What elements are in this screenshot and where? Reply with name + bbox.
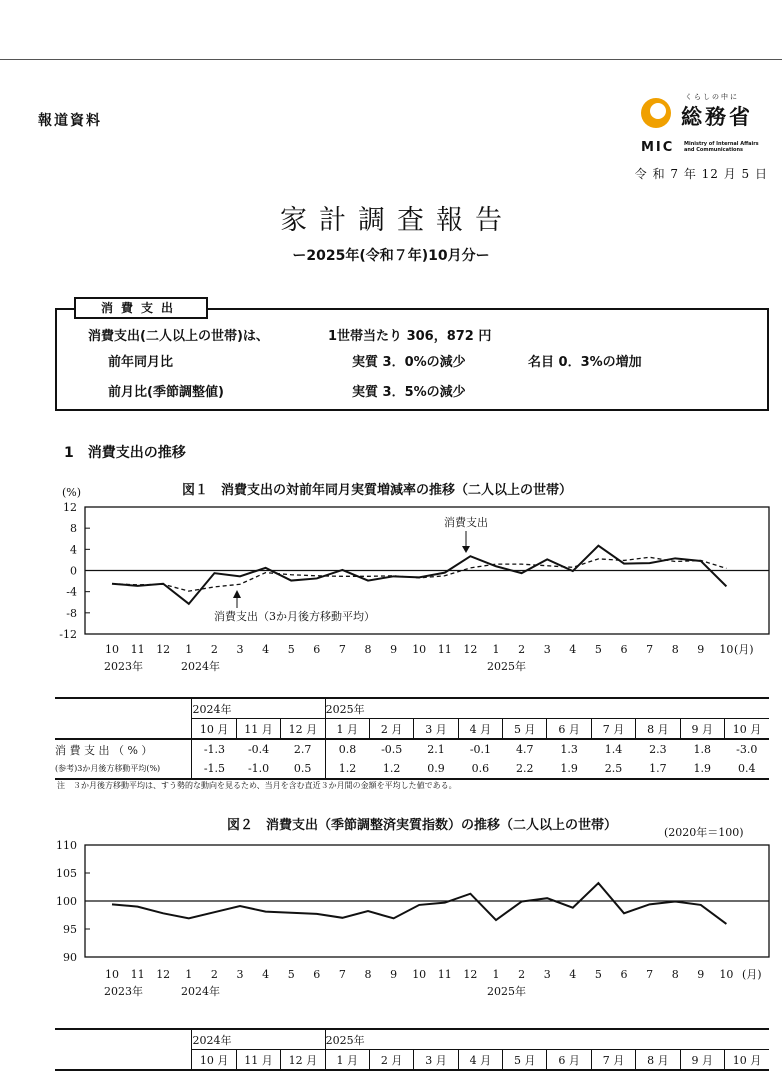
x-tick-label: 11 [130,968,145,981]
summary-line2-real: 実質 3．0%の減少 [352,355,466,370]
x-tick-label: 11 [437,968,452,981]
summary-line2-nominal: 名目 0．3%の増加 [528,355,642,370]
table1-month-cell: 3 月 [414,719,458,740]
page-subtitle: ー2025年(令和７年)10月分ー [292,248,490,264]
table2-month-cell: 1 月 [325,1050,369,1071]
fig2-year-2024: 2024年 [181,985,220,998]
table2-month-corner [55,1050,192,1071]
section-heading: 1 消費支出の推移 [64,445,186,461]
table1-month-cell: 10 月 [724,719,769,740]
table2-month-cell: 8 月 [636,1050,680,1071]
table1-value-cell: 1.8 [693,743,712,756]
x-tick-label: 12 [463,643,478,656]
x-tick-label: 7 [338,968,346,981]
x-tick-label: 9 [390,643,398,656]
table1-value-cell: 2.2 [503,759,547,779]
fig2-year-2023: 2023年 [104,985,143,998]
table2-corner [55,1029,192,1050]
x-tick-label: 6 [620,968,628,981]
x-tick-label: 10 [105,968,119,981]
x-tick-label: 2 [210,643,218,656]
table1-month-cell: 4 月 [458,719,502,740]
fig1-unit-label: (%) [62,486,82,499]
x-tick-label: 9 [697,968,705,981]
table1-value-cell: 1.9 [547,759,591,779]
y-tick-label: 100 [56,895,77,908]
release-date: 令 和 7 年 12 月 5 日 [634,167,768,181]
y-tick-label: 4 [70,543,77,557]
fig2-month-unit: (月) [742,968,762,981]
x-tick-label: 5 [594,643,602,656]
table2-month-cell: 10 月 [192,1050,236,1071]
x-tick-label: 5 [287,643,295,656]
mic-abbrev: MIC [641,140,675,155]
y-tick-label: -12 [59,628,77,641]
table1 [55,697,769,780]
table1-corner [55,698,192,719]
fig1-year-2024: 2024年 [181,660,220,673]
fig1-annotation-top: 消費支出 [444,516,488,529]
fig1-arrowhead-bottom [233,590,241,598]
logo-name: 総務省 [681,105,753,129]
x-tick-label: 2 [210,968,218,981]
fig1-chart [0,480,782,680]
table2-month-cell: 6 月 [547,1050,591,1071]
x-tick-label: 1 [492,968,500,981]
table2-month-cell: 7 月 [591,1050,635,1071]
x-tick-label: 4 [569,643,577,656]
logo-tagline: くらしの中に [685,93,739,101]
y-tick-label: 105 [56,867,77,880]
x-tick-label: 1 [185,643,193,656]
x-tick-label: 5 [287,968,295,981]
fig2-year-2025: 2025年 [487,985,526,998]
table1-value-cell: 2.5 [591,759,635,779]
table1-note: 注 ３か月後方移動平均は、すう勢的な動向を見るため、当月を含む直近３か月間の金額を平均した値である。 [57,781,457,790]
table2-year-2025: 2025年 [325,1029,769,1050]
table1-month-cell: 2 月 [369,719,413,740]
x-tick-label: 9 [697,643,705,656]
fig1-arrowhead-top [462,546,470,553]
fig1-month-unit: (月) [734,643,754,656]
x-tick-label: 6 [313,643,321,656]
x-tick-label: 4 [262,643,270,656]
fig2-chart [0,835,782,1005]
table2-month-cell: 3 月 [414,1050,458,1071]
x-tick-label: 8 [364,643,372,656]
table1-value-cell: 0.5 [281,759,325,779]
table1-value-cell: 1.3 [560,743,578,756]
x-tick-label: 3 [236,643,244,656]
fig2-title: 図２ 消費支出（季節調整済実質指数）の推移（二人以上の世帯） [227,818,618,833]
mic-logo-icon [641,98,671,128]
fig1-year-2023: 2023年 [104,660,143,673]
table1-value-cell: 0.4 [724,759,769,779]
summary-tab: 消費支出 [74,297,208,319]
table2 [55,1028,769,1071]
table1-month-cell: 1 月 [325,719,369,740]
x-tick-label: 10 [719,968,734,981]
table1-month-cell: 6 月 [547,719,591,740]
table1-value-cell: 0.9 [414,759,458,779]
x-tick-label: 3 [543,968,551,981]
mic-fullname-line2: and Communications [684,147,744,153]
table1-year-row [55,698,769,719]
table1-value-cell: -3.0 [736,743,758,756]
series-line-main [112,883,726,924]
y-tick-label: 110 [56,839,77,852]
table1-value-cell: 1.7 [636,759,680,779]
x-tick-label: 6 [620,643,628,656]
table2-month-cell: 5 月 [503,1050,547,1071]
x-tick-label: 3 [236,968,244,981]
table1-row2-label: (参考)3か月後方移動平均(%) [55,759,192,779]
table1-value-cell: 2.1 [427,743,445,756]
table2-month-cell: 11 月 [236,1050,280,1071]
y-tick-label: 95 [63,923,77,936]
summary-line2-label: 前年同月比 [108,355,174,370]
table1-value-cell: 2.3 [649,743,667,756]
y-tick-label: -4 [66,585,77,599]
x-tick-label: 11 [130,643,145,656]
table1-value-cell: -1.5 [192,759,236,779]
x-tick-label: 7 [338,643,346,656]
y-tick-label: 12 [63,501,77,514]
x-tick-label: 4 [262,968,270,981]
x-tick-label: 7 [646,643,654,656]
y-tick-label: -8 [66,606,77,620]
x-tick-label: 12 [463,968,478,981]
top-divider [0,59,782,60]
table1-month-cell: 11 月 [236,719,280,740]
table1-row-spending [55,739,769,759]
table2-month-cell: 4 月 [458,1050,502,1071]
table1-value-cell: -0.4 [247,743,270,756]
y-tick-label: 90 [63,951,77,964]
x-tick-label: 2 [518,968,526,981]
table1-month-cell: 12 月 [281,719,325,740]
page-title: 家計調査報告 [280,205,514,236]
mic-fullname [684,141,759,153]
fig1-annotation-bottom: 消費支出（3か月後方移動平均） [214,610,375,623]
summary-line3-real: 実質 3．5%の減少 [352,385,466,400]
table2-month-cell: 9 月 [680,1050,724,1071]
table2-month-row [55,1050,769,1071]
x-tick-label: 11 [437,643,452,656]
table1-value-cell: 1.2 [325,759,369,779]
fig2-unit-label: (2020年＝100) [664,826,744,839]
table1-value-cell: 1.4 [604,743,623,756]
press-release-label: 報道資料 [38,113,102,129]
x-tick-label: 8 [671,968,679,981]
x-tick-label: 10 [412,968,427,981]
x-tick-label: 8 [671,643,679,656]
table1-value-cell: 1.2 [369,759,413,779]
table1-month-row [55,719,769,740]
x-tick-label: 12 [156,968,171,981]
x-tick-label: 5 [594,968,602,981]
table1-value-cell: -1.3 [192,739,236,759]
summary-line1-value: 1世帯当たり 306，872 円 [328,329,492,344]
table1-value-cell: 2.7 [293,743,312,756]
x-tick-label: 12 [156,643,171,656]
table1-value-cell: 0.8 [325,739,369,759]
summary-line3-label: 前月比(季節調整値) [108,385,224,400]
fig1-title: 図１ 消費支出の対前年同月実質増減率の推移（二人以上の世帯） [182,483,573,498]
mic-logo [641,92,771,134]
x-tick-label: 7 [646,968,654,981]
x-tick-label: 2 [518,643,526,656]
table1-month-cell: 9 月 [680,719,724,740]
table1-month-cell: 8 月 [636,719,680,740]
table1-value-cell: -1.0 [236,759,280,779]
x-tick-label: 10 [412,643,427,656]
fig1-year-2025: 2025年 [487,660,526,673]
x-tick-label: 1 [492,643,500,656]
y-tick-label: 0 [70,564,77,578]
table1-value-cell: -0.5 [381,743,403,756]
series-line-main [112,546,726,604]
table1-month-cell: 5 月 [503,719,547,740]
y-tick-label: 8 [70,522,77,536]
table1-value-cell: 4.7 [516,743,534,756]
table2-year-row [55,1029,769,1050]
summary-line1-label: 消費支出(二人以上の世帯)は、 [88,329,269,344]
x-tick-label: 10 [105,643,119,656]
mic-fullname-line1: Ministry of Internal Affairs [684,141,759,147]
table1-row-moving-average [55,759,769,779]
table1-year-2024: 2024年 [192,698,325,719]
table2-month-cell: 2 月 [369,1050,413,1071]
table2-year-2024: 2024年 [192,1029,325,1050]
table1-value-cell: 0.6 [458,759,502,779]
x-tick-label: 4 [569,968,577,981]
table1-month-cell: 10 月 [192,719,236,740]
x-tick-label: 1 [185,968,193,981]
table2-month-cell: 12 月 [281,1050,325,1071]
x-tick-label: 6 [313,968,321,981]
table2-month-cell: 10 月 [724,1050,769,1071]
table1-value-cell: 1.9 [680,759,724,779]
x-tick-label: 3 [543,643,551,656]
x-tick-label: 10 [719,643,734,656]
table1-month-corner [55,719,192,740]
table1-value-cell: -0.1 [469,743,492,756]
table1-month-cell: 7 月 [591,719,635,740]
x-tick-label: 9 [390,968,398,981]
x-tick-label: 8 [364,968,372,981]
table1-row1-label: 消 費 支 出 （ % ） [55,743,153,757]
table1-year-2025: 2025年 [325,698,769,719]
